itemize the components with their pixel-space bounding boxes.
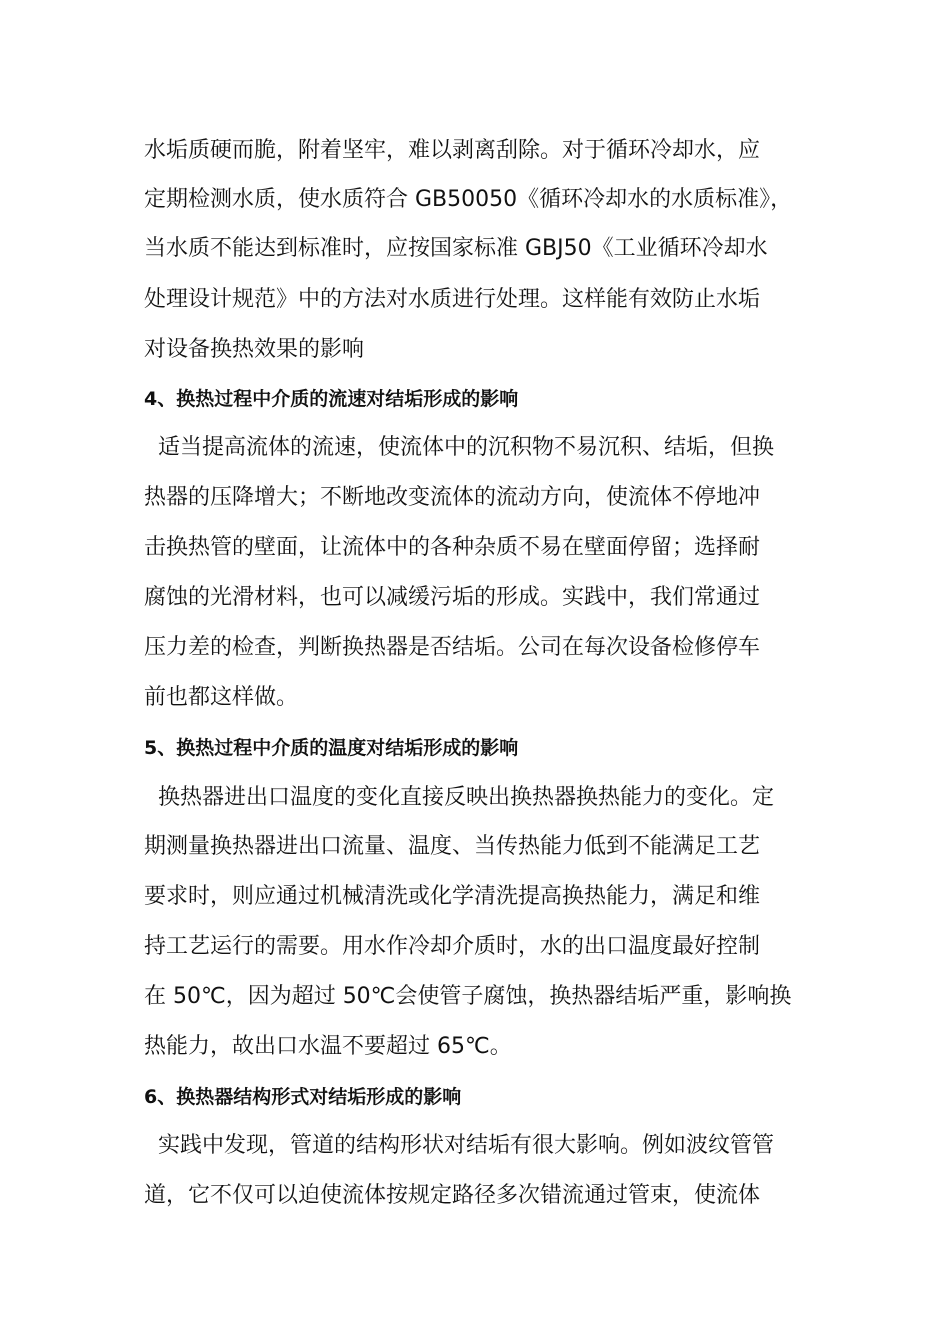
paragraph-line: 击换热管的壁面，让流体中的各种杂质不易在壁面停留；选择耐 (144, 535, 761, 560)
paragraph-line: 热能力，故出口水温不要超过 65℃。 (144, 1034, 512, 1059)
section-heading-6: 6、换热器结构形式对结垢形成的影响 (144, 1086, 462, 1108)
paragraph-line: 持工艺运行的需要。用水作冷却介质时，水的出口温度最好控制 (144, 934, 761, 959)
paragraph-line: 水垢质硬而脆，附着坚牢，难以剥离刮除。对于循环冷却水，应 (144, 138, 761, 163)
paragraph-line: 适当提高流体的流速，使流体中的沉积物不易沉积、结垢，但换 (158, 435, 775, 460)
paragraph-line: 道，它不仅可以迫使流体按规定路径多次错流通过管束，使流体 (144, 1183, 761, 1208)
paragraph-line: 实践中发现，管道的结构形状对结垢有很大影响。例如波纹管管 (158, 1133, 775, 1158)
section-heading-5: 5、换热过程中介质的温度对结垢形成的影响 (144, 737, 519, 759)
paragraph-line: 热器的压降增大；不断地改变流体的流动方向，使流体不停地冲 (144, 485, 761, 510)
section-heading-4: 4、换热过程中介质的流速对结垢形成的影响 (144, 388, 519, 410)
paragraph-line: 定期检测水质，使水质符合 GB50050《循环冷却水的水质标准》， (144, 187, 793, 212)
paragraph-line: 在 50℃，因为超过 50℃会使管子腐蚀，换热器结垢严重，影响换 (144, 984, 792, 1009)
paragraph-line: 当水质不能达到标准时，应按国家标准 GBJ50《工业循环冷却水 (144, 236, 768, 261)
paragraph-line: 前也都这样做。 (144, 685, 299, 710)
paragraph-line: 对设备换热效果的影响 (144, 337, 365, 362)
paragraph-line: 换热器进出口温度的变化直接反映出换热器换热能力的变化。定 (158, 785, 775, 810)
paragraph-line: 期测量换热器进出口流量、温度、当传热能力低到不能满足工艺 (144, 834, 761, 859)
paragraph-line: 处理设计规范》中的方法对水质进行处理。这样能有效防止水垢 (144, 287, 761, 312)
paragraph-line: 腐蚀的光滑材料，也可以减缓污垢的形成。实践中，我们常通过 (144, 585, 761, 610)
paragraph-line: 要求时，则应通过机械清洗或化学清洗提高换热能力，满足和维 (144, 884, 761, 909)
paragraph-line: 压力差的检查，判断换热器是否结垢。公司在每次设备检修停车 (144, 635, 761, 660)
